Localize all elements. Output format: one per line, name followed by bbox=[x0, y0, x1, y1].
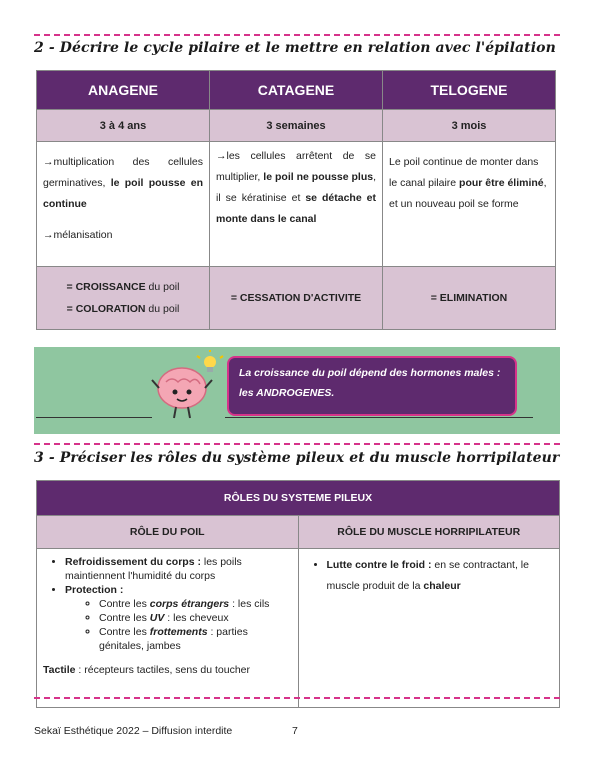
duration-catagene: 3 semaines bbox=[210, 110, 383, 142]
poil-item-1-rest: les poils maintiennent l'humidité du corps bbox=[65, 556, 242, 582]
col-header-poil: RÔLE DU POIL bbox=[37, 516, 299, 549]
callout-line-1: La croissance du poil dépend des hormones males : bbox=[239, 367, 501, 379]
duration-telogene: 3 mois bbox=[383, 110, 556, 142]
summary-cessation: = CESSATION D'ACTIVITE bbox=[230, 292, 362, 304]
anagene-summary bbox=[37, 267, 210, 330]
poil-item-1-bold: Refroidissement du corps : bbox=[65, 556, 201, 568]
muscle-item-end: chaleur bbox=[423, 580, 461, 592]
phase-header-catagene: CATAGENE bbox=[210, 71, 383, 110]
list-item bbox=[65, 555, 292, 583]
hair-cycle-table bbox=[36, 70, 556, 330]
muscle-list bbox=[305, 555, 554, 597]
telogene-text-1: Le poil continue de monter dans le canal pilaire bbox=[389, 156, 539, 189]
tactile-bold: Tactile bbox=[43, 664, 76, 676]
duration-anagene: 3 à 4 ans bbox=[37, 110, 210, 142]
androgen-callout bbox=[227, 356, 517, 416]
section-3-title: 3 - Préciser les rôles du système pileux et du muscle horripilateur bbox=[34, 450, 560, 466]
phase-header-anagene: ANAGENE bbox=[37, 71, 210, 110]
catagene-text-1: →les cellules arrêtent de se multiplier, bbox=[216, 150, 376, 183]
catagene-description bbox=[210, 142, 383, 267]
phase-header-telogene: TELOGENE bbox=[383, 71, 556, 110]
poil-item-2-bold: Protection : bbox=[65, 584, 124, 596]
catagene-text-2: , il se kératinise et bbox=[216, 171, 377, 204]
top-divider bbox=[34, 34, 560, 36]
telogene-bold-1: pour être éliminé bbox=[459, 177, 544, 189]
summary-croissance-rest: du poil bbox=[145, 281, 180, 293]
anagene-description bbox=[37, 142, 210, 267]
catagene-summary bbox=[210, 267, 383, 330]
list-item bbox=[99, 597, 292, 611]
summary-coloration: = COLORATION bbox=[66, 303, 146, 315]
summary-elimination: = ELIMINATION bbox=[430, 292, 508, 304]
section-2-title: 2 - Décrire le cycle pilaire et le mettre en relation avec l'épilation bbox=[34, 40, 556, 56]
tactile-rest: : récepteurs tactiles, sens du toucher bbox=[75, 664, 250, 676]
sub-3-post: : parties génitales, jambes bbox=[99, 626, 248, 652]
banner-underline-left bbox=[36, 417, 152, 418]
sub-2-em: UV bbox=[149, 612, 165, 624]
list-item bbox=[99, 611, 292, 625]
middle-divider bbox=[34, 443, 560, 445]
anagene-bold-1: le poil pousse en continue bbox=[43, 177, 204, 210]
anagene-text-1: →multiplication des cellules germinatives, bbox=[43, 156, 203, 189]
muscle-roles bbox=[298, 549, 560, 708]
sub-1-pre: Contre les bbox=[99, 598, 150, 610]
anagene-text-2: →mélanisation bbox=[43, 229, 113, 241]
muscle-item-rest: en se contractant, le muscle produit de la bbox=[326, 559, 529, 592]
protection-sublist bbox=[65, 597, 292, 653]
list-item bbox=[99, 625, 292, 653]
sub-1-em: corps étrangers bbox=[149, 598, 230, 610]
col-header-muscle: RÔLE DU MUSCLE HORRIPILATEUR bbox=[298, 516, 560, 549]
sub-1-post: : les cils bbox=[229, 598, 270, 610]
page-number: 7 bbox=[292, 725, 298, 737]
callout-line-2: les ANDROGENES. bbox=[239, 387, 335, 399]
tactile-line bbox=[43, 663, 292, 677]
telogene-summary bbox=[383, 267, 556, 330]
footer-text: Sekaï Esthétique 2022 – Diffusion interdite bbox=[34, 725, 233, 737]
summary-croissance: = CROISSANCE bbox=[66, 281, 146, 293]
list-item bbox=[327, 555, 554, 597]
catagene-bold-1: le poil ne pousse plus bbox=[263, 171, 374, 183]
roles-table bbox=[36, 480, 560, 708]
muscle-item-bold: Lutte contre le froid : bbox=[326, 559, 432, 571]
catagene-bold-2: se détache et monte dans le canal bbox=[216, 192, 376, 225]
sub-2-post: : les cheveux bbox=[164, 612, 229, 624]
list-item bbox=[65, 583, 292, 653]
banner-underline-right bbox=[225, 417, 533, 418]
bottom-divider bbox=[34, 697, 560, 699]
summary-coloration-rest: du poil bbox=[145, 303, 180, 315]
poil-list bbox=[43, 555, 292, 653]
sub-2-pre: Contre les bbox=[99, 612, 150, 624]
telogene-text-2: , et un nouveau poil se forme bbox=[389, 177, 547, 210]
roles-table-title: RÔLES DU SYSTEME PILEUX bbox=[37, 481, 560, 516]
brain-mascot-icon bbox=[150, 350, 225, 425]
sub-3-em: frottements bbox=[149, 626, 208, 638]
poil-roles bbox=[37, 549, 299, 708]
telogene-description bbox=[383, 142, 556, 267]
sub-3-pre: Contre les bbox=[99, 626, 150, 638]
